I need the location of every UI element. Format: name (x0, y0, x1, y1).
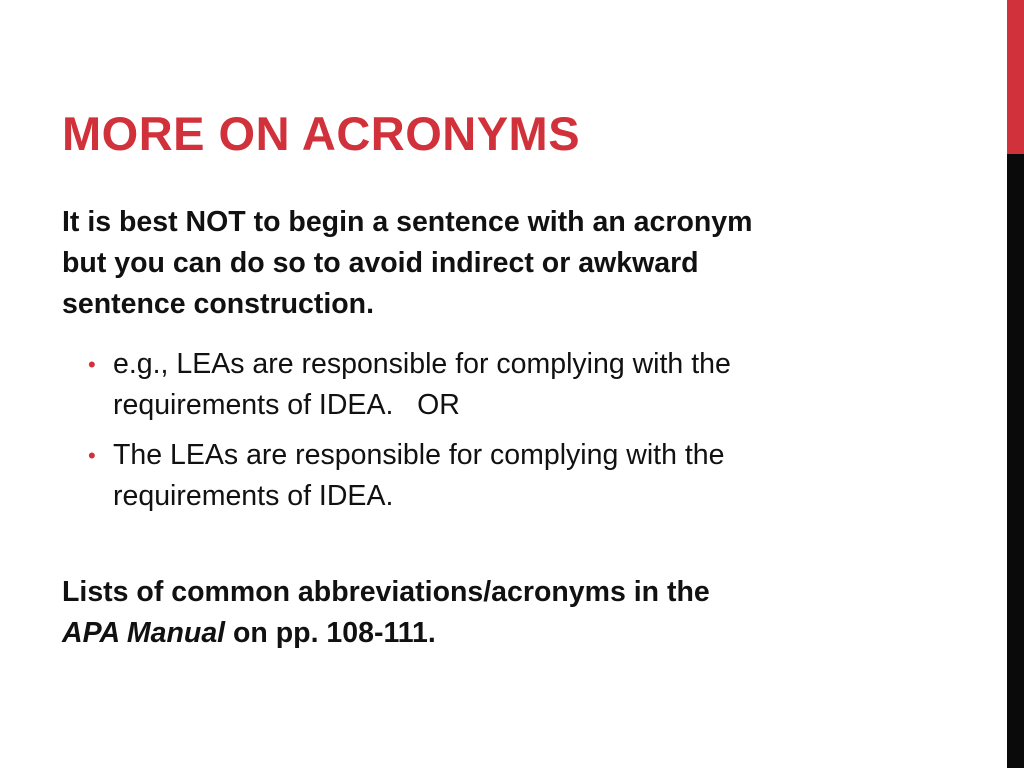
bullet-item (88, 344, 928, 426)
bullet-marker: • (88, 352, 96, 377)
intro-line: It is best NOT to begin a sentence with an acronym (62, 206, 753, 238)
intro-line: sentence construction. (62, 288, 374, 320)
bullet-line: requirements of IDEA. (113, 480, 394, 512)
example-bullet-list (88, 344, 928, 526)
bullet-line: e.g., LEAs are responsible for complying with the (113, 348, 731, 380)
side-accent-bar (1007, 0, 1024, 768)
intro-paragraph (62, 202, 942, 325)
intro-line: but you can do so to avoid indirect or awkward (62, 247, 699, 279)
closing-paragraph (62, 572, 942, 654)
bullet-line: The LEAs are responsible for complying with the (113, 439, 725, 471)
closing-line-2 (62, 613, 942, 654)
closing-line: Lists of common abbreviations/acronyms in the (62, 576, 710, 608)
page-reference: on pp. 108-111. (225, 617, 436, 649)
bullet-item (88, 435, 928, 517)
bullet-line: requirements of IDEA. OR (113, 389, 460, 421)
side-accent-bar-red (1007, 0, 1024, 154)
slide-title: MORE ON ACRONYMS (62, 107, 581, 160)
bullet-marker: • (88, 443, 96, 468)
book-title: APA Manual (62, 617, 226, 649)
side-accent-bar-dark (1007, 154, 1024, 768)
